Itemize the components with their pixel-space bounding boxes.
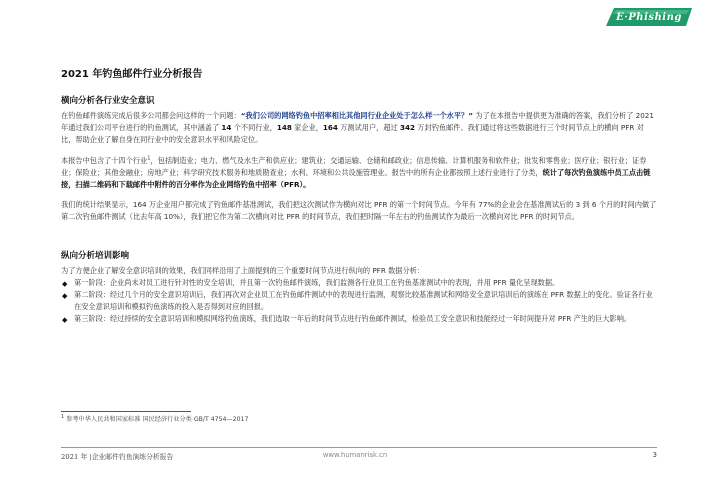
stat-companies: 148 [276, 123, 292, 133]
paragraph-intro: 在钓鱼邮件演练完成后很多公司都会问这样的一个问题：“我们公司的网络钓鱼中招率相比其他同行业企业处于怎么样一个水平？” 为了在本报告中提供更为准确的答案，我们分析了 2021 年通过我们公司平台进行的钓鱼测试，其中涵盖了 14 个不同行业，148 家企业，164 万测试用户，超过 342 万封钓鱼邮件。我们通过将这些数据进行三个时间节点上的横向 PFR 对比，帮助企业了解自身在同行业中的安全意识水平和风险定位。 [61, 111, 654, 145]
footnote-divider [61, 411, 191, 412]
stat-industries: 14 [221, 123, 232, 133]
stage-list [61, 277, 657, 326]
pfr-definition: 统计了每次钓鱼演练中员工点击链接，扫描二维码和下载邮件中附件的百分率作为企业网络钓鱼中招率（PFR）。 [61, 167, 651, 190]
diamond-bullet-icon: ◆ [62, 292, 68, 301]
highlight-question: “我们公司的网络钓鱼中招率相比其他同行业企业处于怎么样一个水平？” [240, 111, 473, 120]
list-item: ◆ 第三阶段：经过持续的安全意识培训和模拟网络钓鱼演练，我们选取一年后的时间节点进行钓鱼邮件测试，检验员工安全意识和技能经过一年时间提升对 PFR 产生的巨大影响。 [61, 313, 657, 325]
footer-report-name: 2021 年 |企业邮件钓鱼演练分析报告 [61, 453, 174, 461]
section-heading-horizontal: 横向分析各行业安全意识 [61, 96, 155, 106]
footer-divider [61, 447, 657, 448]
paragraph-industries: 本报告中包含了十四个行业$^1$，包括制造业；电力、燃气及水生产和供应业；建筑业；交通运输、仓储和邮政业；信息传输、计算机服务和软件业；批发和零售业；医疗业；银行业；证券业；保险业；其他金融业；房地产业；科学研究技术服务和地质勘查业；水利、环境和公共设施管理业。报告中的所有企业都按照上述行业进行了分类，统计了每次钓鱼演练中员工点击链接，扫描二维码和下载邮件中附件的百分率作为企业网络钓鱼中招率（PFR）。 [61, 155, 651, 190]
footer-website-link[interactable]: www.humanrisk.cn [322, 451, 388, 459]
list-item: ◆ 第二阶段：经过几个月的安全意识培训后，我们再次对企业员工在钓鱼邮件测试中的表现进行监测，观察比较基准测试和网络安全意识培训后的演练在 PFR 数据上的变化。验证各行业在安全意识培训和模拟钓鱼演练的投入是否得到对应的回报。 [62, 290, 653, 312]
diamond-bullet-icon: ◆ [62, 279, 68, 288]
report-body [61, 68, 657, 326]
document-title: 2021 年钓鱼邮件行业分析报告 [61, 69, 203, 80]
logo [606, 6, 692, 28]
stat-emails: 342 [400, 123, 416, 133]
diamond-bullet-icon: ◆ [62, 316, 68, 325]
section-heading-vertical: 纵向分析培训影响 [61, 250, 130, 261]
stat-users: 164 [322, 123, 338, 133]
page-number: 3 [652, 451, 657, 459]
footnote-ref: 1 [147, 155, 151, 162]
paragraph-results: 我们的统计结果显示，164 万企业用户都完成了钓鱼邮件基准测试，我们把这次测试作为横向对比 PFR 的第一个时间节点。今年有 77%的企业会在基准测试后的 3 到 6 个月的时间内做了第二次钓鱼邮件测试（比去年高 10%），我们把它作为第二次横向对比 PFR 的时间节点，我们把时隔一年左右的钓鱼测试作为最后一次横向对比 PFR 的时间节点。 [61, 200, 657, 222]
list-item: ◆ 第一阶段：企业尚未对员工进行针对性的安全培训，并且第一次钓鱼邮件演练，我们监测各行业员工在钓鱼基准测试中的表现，并用 PFR 量化呈现数据。 [61, 277, 657, 289]
logo-text: E·Phishing [616, 11, 682, 23]
paragraph-vertical-intro: 为了方便企业了解安全意识培训的效果，我们同样沿用了上面提到的三个重要时间节点进行纵向的 PFR 数据分析： [61, 265, 425, 275]
footnote: $^1$ 参考中华人民共和国家标准 国民经济行业分类 GB/T 4754—2017 [61, 413, 249, 423]
